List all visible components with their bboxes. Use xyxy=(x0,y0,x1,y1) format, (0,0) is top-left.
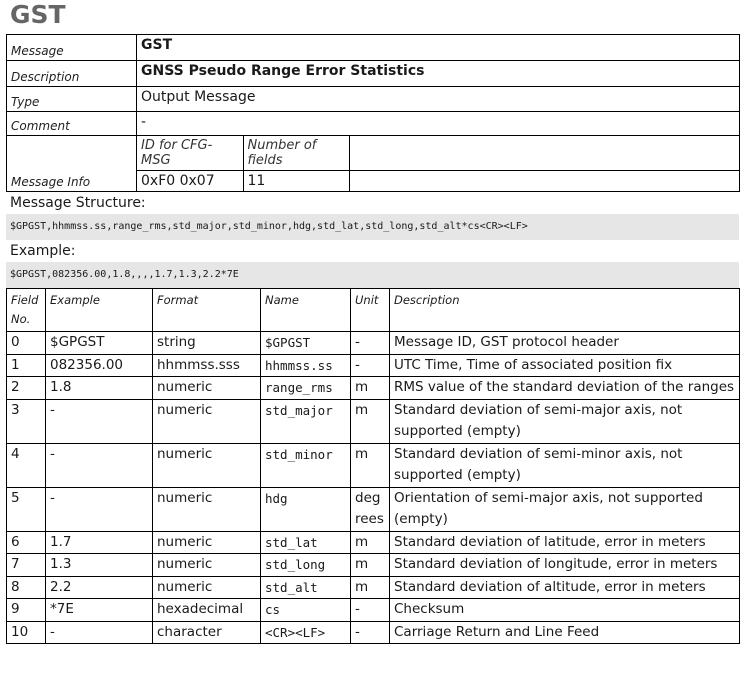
structure-code: $GPGST,hhmmss.ss,range_rms,std_major,std_minor,hdg,std_lat,std_long,std_alt*cs<CR><LF> xyxy=(6,214,739,240)
example-cell: - xyxy=(46,443,153,487)
field-no-cell: 5 xyxy=(7,487,46,531)
description-cell: Standard deviation of semi-major axis, not supported (empty) xyxy=(390,399,740,443)
description-cell: Orientation of semi-major axis, not supported (empty) xyxy=(390,487,740,531)
col-unit: Unit xyxy=(351,289,390,332)
example-code: $GPGST,082356.00,1.8,,,,1.7,1.3,2.2*7E xyxy=(6,262,739,288)
example-cell: 1.8 xyxy=(46,377,153,400)
unit-cell: - xyxy=(351,599,390,622)
field-no-cell: 8 xyxy=(7,576,46,599)
example-cell: 1.7 xyxy=(46,531,153,554)
field-no-cell: 2 xyxy=(7,377,46,400)
format-cell: numeric xyxy=(153,399,261,443)
table-row xyxy=(7,332,740,355)
col-name: Name xyxy=(261,289,351,332)
field-no-cell: 3 xyxy=(7,399,46,443)
name-cell: <CR><LF> xyxy=(261,621,351,644)
empty-header-cell xyxy=(349,136,739,171)
unit-cell: m xyxy=(351,531,390,554)
field-no-cell: 0 xyxy=(7,332,46,355)
field-no-cell: 7 xyxy=(7,554,46,577)
message-info-label: Message Info xyxy=(7,136,137,192)
description-cell: Message ID, GST protocol header xyxy=(390,332,740,355)
structure-label: Message Structure: xyxy=(10,195,146,211)
table-row xyxy=(7,576,740,599)
name-cell: $GPGST xyxy=(261,332,351,355)
field-no-cell: 9 xyxy=(7,599,46,622)
unit-cell: - xyxy=(351,332,390,355)
example-cell: - xyxy=(46,621,153,644)
format-cell: hhmmss.sss xyxy=(153,354,261,377)
name-cell: std_major xyxy=(261,399,351,443)
comment-value: - xyxy=(137,112,740,136)
format-cell: hexadecimal xyxy=(153,599,261,622)
col-field-no: Field No. xyxy=(7,289,46,332)
description-cell: Standard deviation of latitude, error in meters xyxy=(390,531,740,554)
id-value: 0xF0 0x07 xyxy=(137,171,243,192)
name-cell: hhmmss.ss xyxy=(261,354,351,377)
description-cell: Standard deviation of semi-minor axis, not supported (empty) xyxy=(390,443,740,487)
message-label: Message xyxy=(7,35,137,61)
unit-cell: m xyxy=(351,576,390,599)
field-no-cell: 6 xyxy=(7,531,46,554)
unit-cell: m xyxy=(351,554,390,577)
format-cell: numeric xyxy=(153,554,261,577)
message-info-table xyxy=(6,34,740,192)
type-label: Type xyxy=(7,87,137,112)
col-example: Example xyxy=(46,289,153,332)
empty-value-cell xyxy=(349,171,739,192)
unit-cell: degrees xyxy=(351,487,390,531)
example-cell: - xyxy=(46,399,153,443)
col-description: Description xyxy=(390,289,740,332)
example-cell: - xyxy=(46,487,153,531)
format-cell: numeric xyxy=(153,487,261,531)
message-value: GST xyxy=(137,35,740,61)
page-title: GST xyxy=(10,0,66,29)
fields-header-row xyxy=(7,289,740,332)
example-cell: *7E xyxy=(46,599,153,622)
description-cell: Standard deviation of altitude, error in meters xyxy=(390,576,740,599)
name-cell: std_long xyxy=(261,554,351,577)
fields-table xyxy=(6,288,740,644)
col-format: Format xyxy=(153,289,261,332)
format-cell: numeric xyxy=(153,443,261,487)
example-label: Example: xyxy=(10,243,76,259)
table-row xyxy=(7,621,740,644)
format-cell: string xyxy=(153,332,261,355)
fields-value: 11 xyxy=(243,171,349,192)
table-row xyxy=(7,354,740,377)
description-cell: RMS value of the standard deviation of the ranges xyxy=(390,377,740,400)
table-row xyxy=(7,531,740,554)
description-cell: Standard deviation of longitude, error in meters xyxy=(390,554,740,577)
description-label: Description xyxy=(7,61,137,87)
unit-cell: - xyxy=(351,354,390,377)
id-header: ID for CFG-MSG xyxy=(137,136,243,171)
unit-cell: m xyxy=(351,443,390,487)
field-no-cell: 4 xyxy=(7,443,46,487)
description-value: GNSS Pseudo Range Error Statistics xyxy=(137,61,740,87)
name-cell: std_minor xyxy=(261,443,351,487)
field-no-cell: 1 xyxy=(7,354,46,377)
table-row xyxy=(7,599,740,622)
message-info-inner xyxy=(137,136,739,191)
example-cell: $GPGST xyxy=(46,332,153,355)
example-cell: 1.3 xyxy=(46,554,153,577)
table-row xyxy=(7,487,740,531)
unit-cell: m xyxy=(351,399,390,443)
description-cell: Carriage Return and Line Feed xyxy=(390,621,740,644)
table-row xyxy=(7,554,740,577)
example-cell: 082356.00 xyxy=(46,354,153,377)
type-value: Output Message xyxy=(137,87,740,112)
format-cell: numeric xyxy=(153,531,261,554)
name-cell: range_rms xyxy=(261,377,351,400)
format-cell: character xyxy=(153,621,261,644)
table-row xyxy=(7,377,740,400)
description-cell: Checksum xyxy=(390,599,740,622)
example-cell: 2.2 xyxy=(46,576,153,599)
format-cell: numeric xyxy=(153,576,261,599)
comment-label: Comment xyxy=(7,112,137,136)
name-cell: std_lat xyxy=(261,531,351,554)
description-cell: UTC Time, Time of associated position fix xyxy=(390,354,740,377)
fields-header: Number of fields xyxy=(243,136,349,171)
name-cell: hdg xyxy=(261,487,351,531)
format-cell: numeric xyxy=(153,377,261,400)
unit-cell: - xyxy=(351,621,390,644)
name-cell: cs xyxy=(261,599,351,622)
table-row xyxy=(7,443,740,487)
fields-body xyxy=(7,332,740,644)
unit-cell: m xyxy=(351,377,390,400)
name-cell: std_alt xyxy=(261,576,351,599)
message-info-cell xyxy=(137,136,740,192)
table-row xyxy=(7,399,740,443)
field-no-cell: 10 xyxy=(7,621,46,644)
